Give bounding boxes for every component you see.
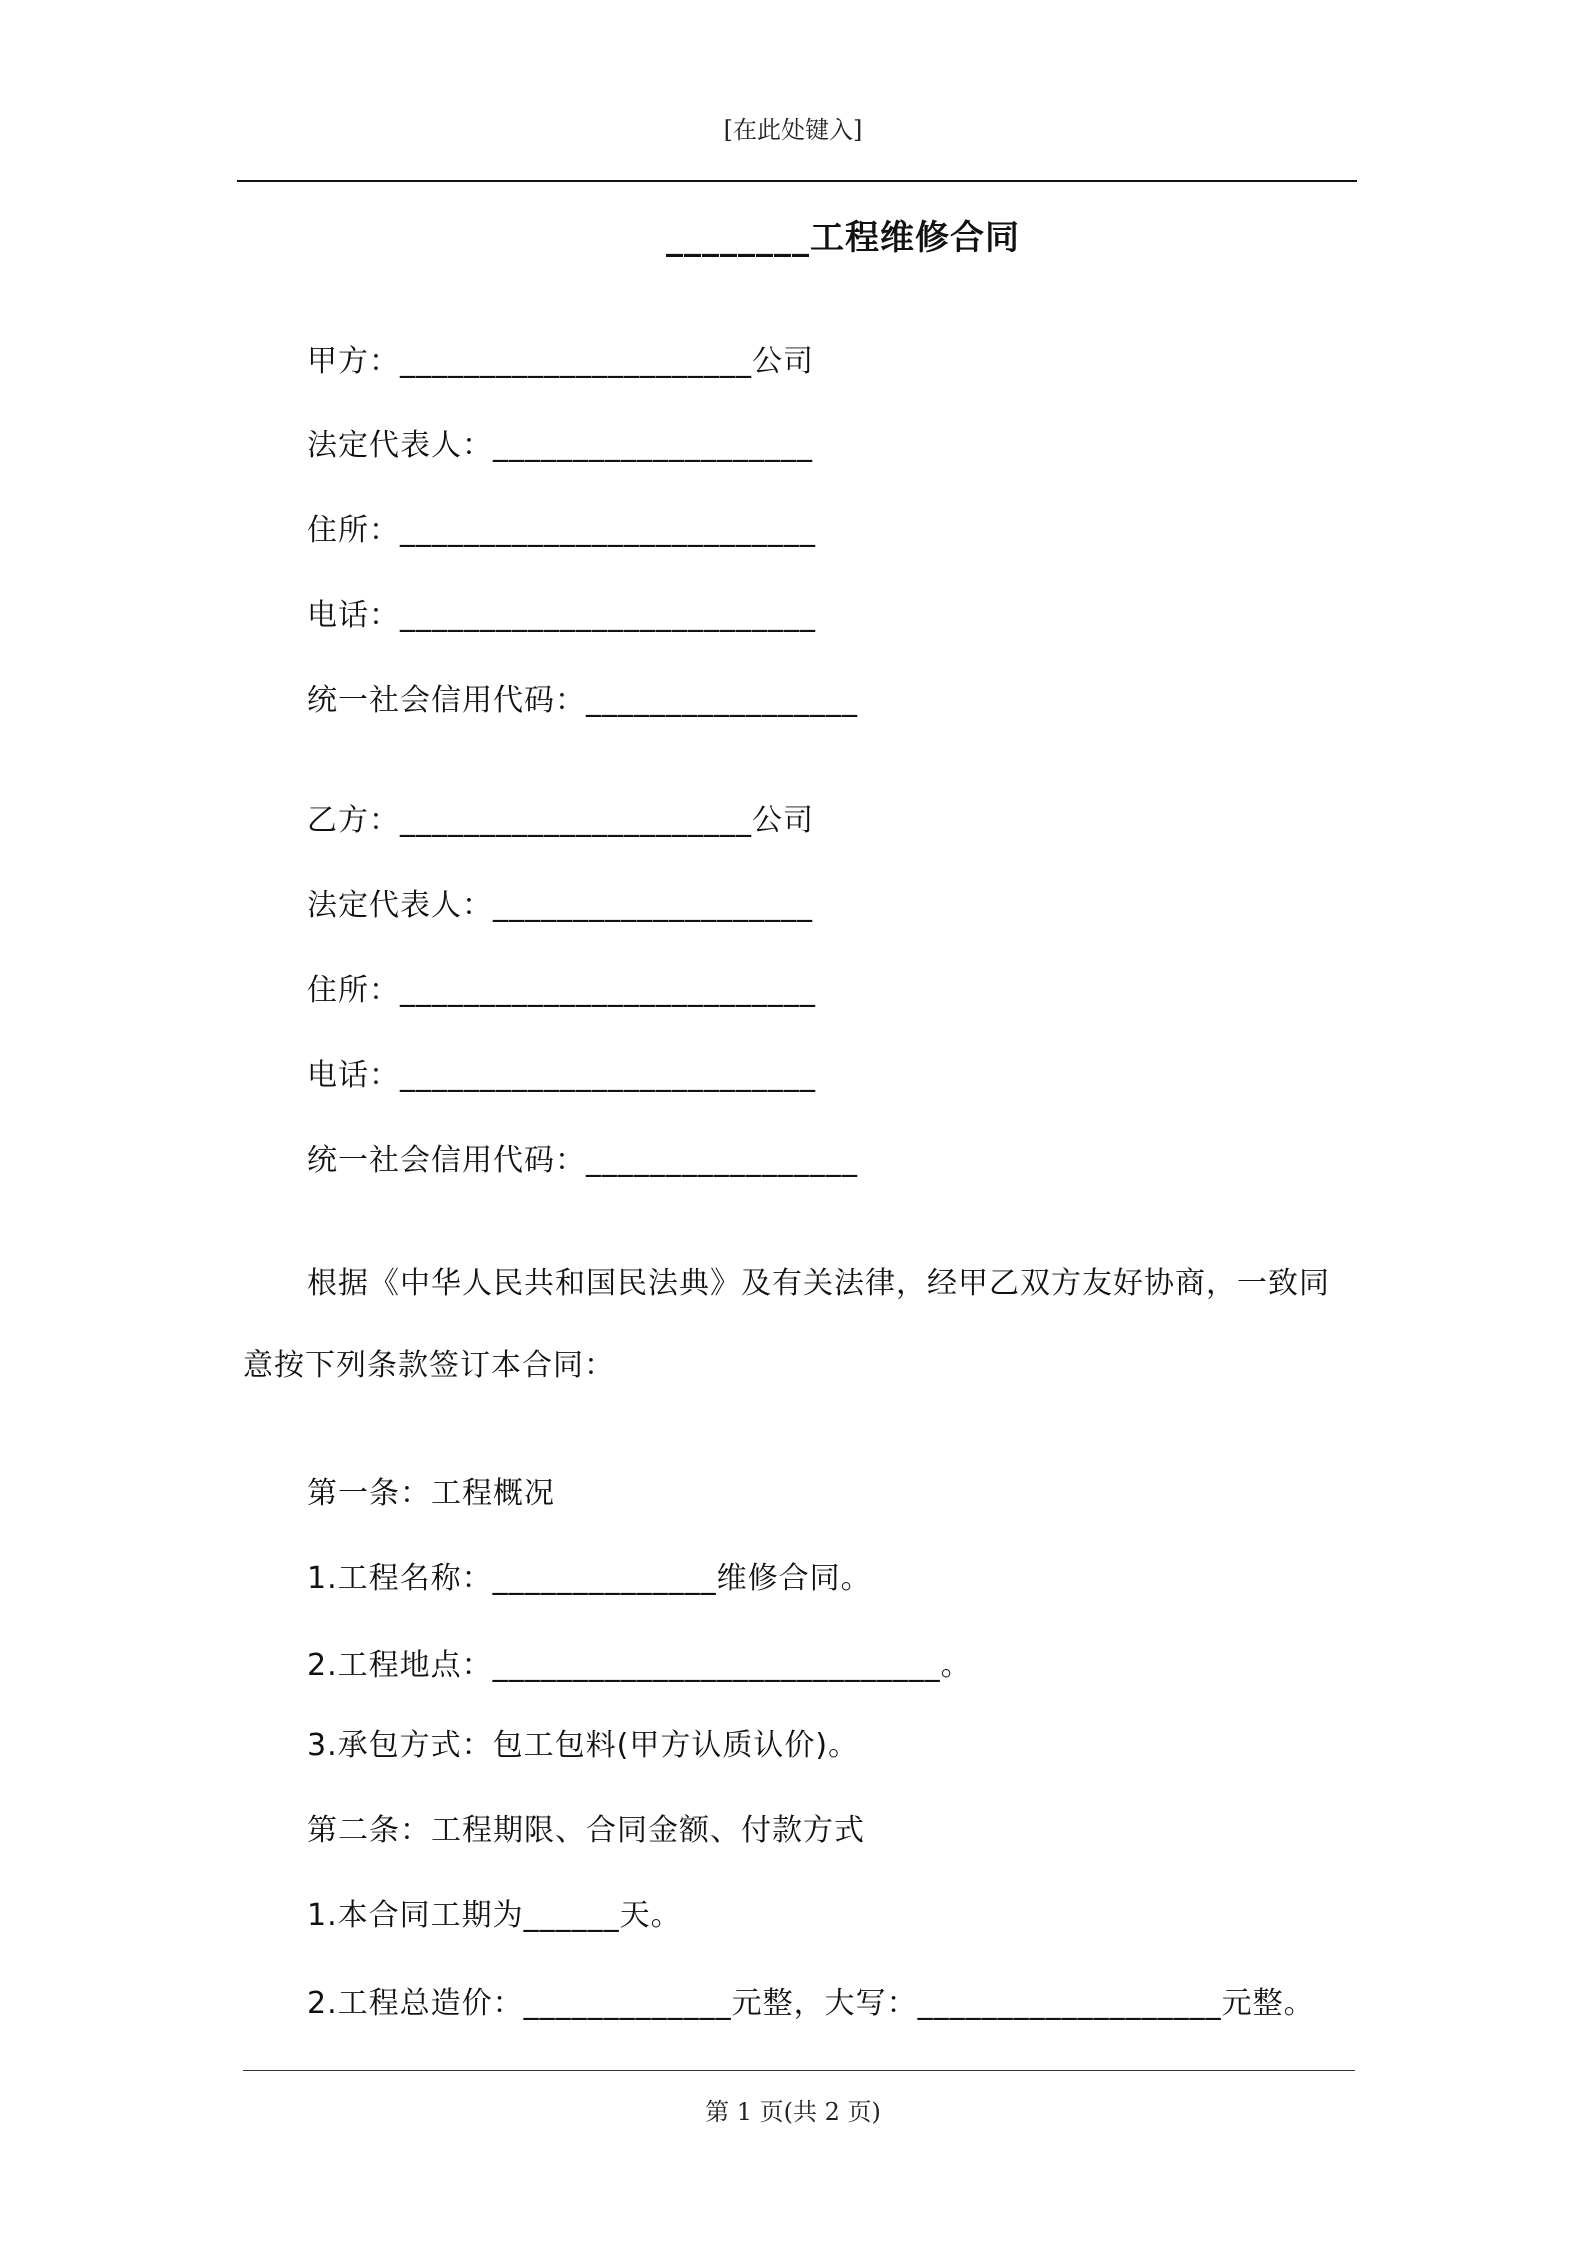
article-1-item-3: 3.承包方式：包工包料(甲方认质认价)。 <box>307 1728 860 1763</box>
article-1-heading: 第一条：工程概况 <box>307 1476 555 1511</box>
article-2-heading: 第二条：工程期限、合同金额、付款方式 <box>307 1813 865 1848</box>
party-b-legal-rep: 法定代表人：____________________ <box>307 888 813 923</box>
party-b-name: 乙方：______________________公司 <box>307 803 814 838</box>
party-a-address: 住所：__________________________ <box>307 513 816 548</box>
party-b-address: 住所：__________________________ <box>307 973 816 1008</box>
party-b-phone: 电话：__________________________ <box>307 1058 816 1093</box>
article-2-item-1: 1.本合同工期为______天。 <box>307 1898 682 1933</box>
page-header: [在此处键入] <box>723 116 863 144</box>
party-a-name: 甲方：______________________公司 <box>307 344 814 379</box>
footer-divider <box>243 2070 1355 2071</box>
party-b-credit-code: 统一社会信用代码：_________________ <box>307 1143 858 1178</box>
preamble-line-1: 根据《中华人民共和国民法典》及有关法律，经甲乙双方友好协商，一致同 <box>307 1266 1330 1301</box>
party-a-phone: 电话：__________________________ <box>307 598 816 633</box>
party-a-legal-rep: 法定代表人：____________________ <box>307 428 813 463</box>
party-a-credit-code: 统一社会信用代码：_________________ <box>307 683 858 718</box>
article-1-item-2: 2.工程地点：____________________________。 <box>307 1648 972 1683</box>
page-footer: 第 1 页(共 2 页) <box>705 2098 881 2126</box>
document-title: ________工程维修合同 <box>666 218 1020 258</box>
article-1-item-1: 1.工程名称：______________维修合同。 <box>307 1561 872 1596</box>
preamble-line-2: 意按下列条款签订本合同： <box>243 1348 615 1383</box>
article-2-item-2: 2.工程总造价：_____________元整，大写：___________________元整。 <box>307 1986 1315 2021</box>
header-divider <box>237 180 1357 182</box>
